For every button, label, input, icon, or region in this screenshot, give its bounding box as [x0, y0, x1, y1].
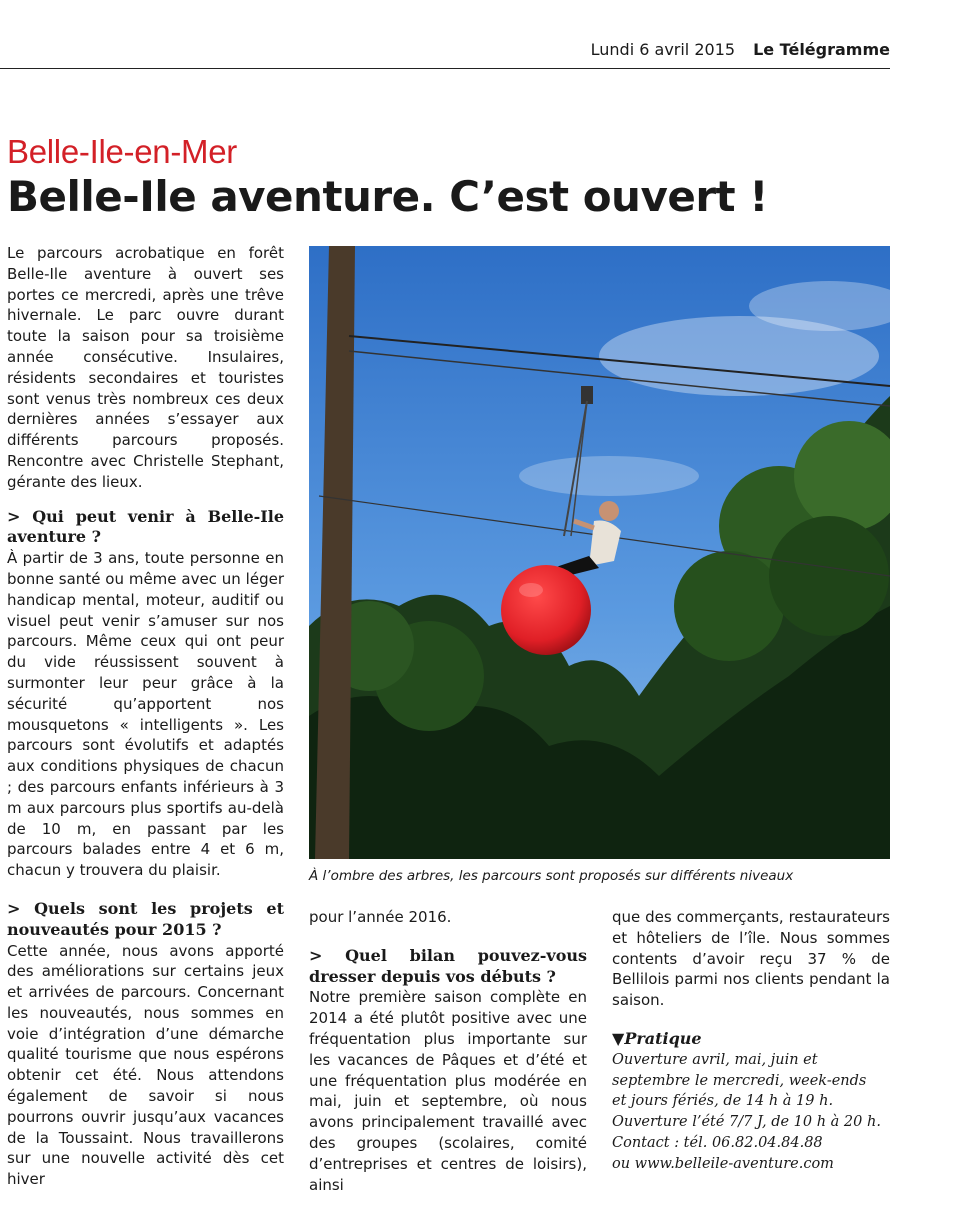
page-header — [590, 40, 890, 59]
question-2: > Quels sont les projets et nouveautés pour 2015 ? — [7, 898, 284, 939]
article-photo — [309, 246, 890, 859]
article-intro: Le parcours acrobatique en forêt Belle-Ile aventure à ouvert ses portes ce mercredi, après une trêve hivernale. Le parc ouvre durant toute la saison pour sa troisième année consécutive. Insulaires, résidents secondaires et touristes sont venus très nombreux ces deux dernières années s’essayer aux différents parcours proposés. Rencontre avec Christelle Stephant, gérante des lieux. — [7, 244, 284, 491]
pratique-line: et jours fériés, de 14 h à 19 h. — [612, 1093, 834, 1110]
question-3: > Quel bilan pouvez-vous dresser depuis vos débuts ? — [309, 945, 587, 986]
triangle-down-icon: ▼ — [612, 1028, 625, 1048]
answer-1: À partir de 3 ans, toute personne en bonne santé ou même avec un léger handicap mental, moteur, auditif ou visuel peut venir s’amuser sur nos parcours. Même ceux qui ont peur du vide réussissent souvent à surmonter leur peur grâce à la sécurité qu’apportent nos mousquetons « intelligents ». Les parcours sont évolutifs et adaptés aux conditions physiques de chacun ; des parcours enfants inférieurs à 3 m aux parcours plus sportifs au-delà de 10 m, en passant par les parcours balades entre 4 et 6 m, chacun y trouvera du plaisir. — [7, 549, 284, 880]
column-1 — [7, 243, 284, 1190]
photo-caption: À l’ombre des arbres, les parcours sont proposés sur différents niveaux — [309, 868, 794, 884]
pratique-contact: Contact : tél. 06.82.04.84.88 — [612, 1134, 823, 1151]
answer-2: Cette année, nous avons apporté des améliorations sur certains jeux et arrivées de parcours. Concernant les nouveautés, nous sommes en voie d’intégration d’une démarche qualité tourisme que nous espérons obtenir cet été. Nous attendons également de savoir si nous pourrons ouvrir jusqu’aux vacances de la Toussaint. Nous travaillerons sur une nouvelle activité dès cet hiver — [7, 941, 284, 1189]
header-rule — [0, 68, 890, 69]
pratique-heading — [612, 1029, 890, 1050]
pratique-line: septembre le mercredi, week-ends — [612, 1072, 867, 1089]
answer-3-continued: que des commerçants, restaurateurs et hôteliers de l’île. Nous sommes contents d’avoir reçu 37 % de Bellilois parmi nos clients pendant la saison. — [612, 908, 890, 1010]
newspaper-name: Le Télégramme — [753, 40, 890, 59]
column-3 — [612, 907, 890, 1175]
header-date: Lundi 6 avril 2015 — [590, 40, 736, 59]
answer-3: Notre première saison complète en 2014 a été plutôt positive avec une fréquentation plus importante sur les vacances de Pâques et d’été et une fréquentation plus modérée en mai, juin et septembre, où nous avons principalement travaillé avec des groupes (scolaires, comité d’entreprises et centres de loisirs), ainsi — [309, 988, 587, 1194]
article-kicker: Belle-Ile-en-Mer — [7, 133, 237, 170]
pratique-website: ou www.belleile-aventure.com — [612, 1155, 834, 1172]
pratique-line: Ouverture l’été 7/7 J, de 10 h à 20 h. — [612, 1114, 881, 1131]
article-headline: Belle-Ile aventure. C’est ouvert ! — [7, 172, 768, 221]
zipline-photo-illustration — [309, 246, 890, 859]
question-1: > Qui peut venir à Belle-Ile aventure ? — [7, 506, 284, 547]
pratique-line: Ouverture avril, mai, juin et — [612, 1051, 818, 1068]
pratique-title: Pratique — [624, 1028, 702, 1048]
column-2 — [309, 907, 587, 1195]
answer-2-continued: pour l’année 2016. — [309, 908, 452, 926]
